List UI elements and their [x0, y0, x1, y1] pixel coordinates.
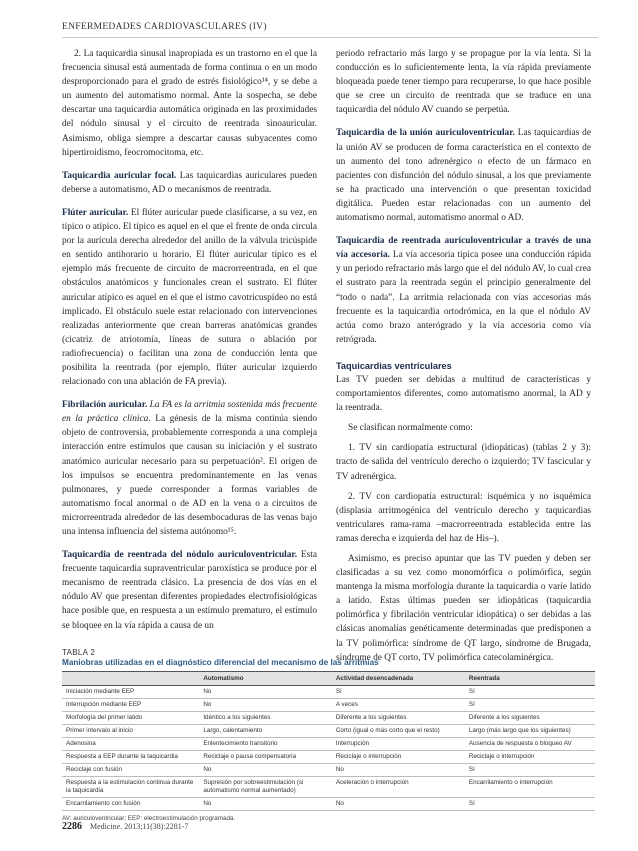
- table-row: [62, 712, 595, 725]
- page-number: 2286: [62, 821, 82, 832]
- table-cell: Enlentecimiento transitorio: [199, 738, 332, 751]
- table-cell: Aceleración o interrupción: [332, 777, 465, 798]
- table-cell: No: [199, 798, 332, 811]
- table-cell: Largo (más largo que los siguientes): [465, 725, 595, 738]
- column-header: [62, 672, 199, 686]
- left-column: [62, 47, 317, 639]
- paragraph-vt-structural: 2. TV con cardiopatía estructural: isquémica y no isquémica (displasia arritmogénica del ventrículo derecho y taquicardias ventriculares rama-rama –macrorreentrada establecida entre las ramas derecha e izquierda del haz de His–).: [336, 491, 591, 544]
- table-cell: Sí: [465, 699, 595, 712]
- table-row: [62, 686, 595, 699]
- paragraph-avnrt-continued: periodo refractario más largo y se propague por la vía lenta. Si la conducción es lo suficientemente lenta, la vía rápida previamente bloqueada puede tener tiempo para recuperarse, lo que hace posible que se cree un circuito de reentrada que se traduce en una taquicardia del nódulo AV cuando se perpetúa.: [336, 49, 591, 116]
- table-cell: A veces: [332, 699, 465, 712]
- table-cell: Respuesta a EEP durante la taquicardia: [62, 751, 199, 764]
- paragraph-vt-idiopathic: 1. TV sin cardiopatía estructural (idiopáticas) (tablas 2 y 3): tracto de salida del ventrículo derecho o izquierdo; TV fascicular y TV adrenérgica.: [336, 443, 591, 482]
- heading-ventricular-tachycardia: Taquicardias ventriculares: [336, 360, 452, 371]
- table-cell: Reciclaje o pausa compensatoria: [199, 751, 332, 764]
- paragraph-focal-atrial: Taquicardia auricular focal. Las taquicardias auriculares pueden deberse a automatismo, AD o mecanismos de reentrada.: [62, 170, 317, 195]
- table-cell: Reciclaje o interrupción: [332, 751, 465, 764]
- table-cell: No: [199, 699, 332, 712]
- column-header: Automatismo: [199, 672, 332, 686]
- table-cell: Sí: [465, 764, 595, 777]
- running-header: [62, 22, 598, 38]
- table-cell: Sí: [465, 686, 595, 699]
- heading-atrial-flutter: Flúter auricular.: [62, 207, 129, 218]
- column-header: Reentrada: [465, 672, 595, 686]
- table-cell: Respuesta a la estimulación continua durante la taquicardia: [62, 777, 199, 798]
- table-caption: Maniobras utilizadas en el diagnóstico diferencial del mecanismo de las arritmias: [62, 658, 379, 667]
- column-header: Actividad desencadenada: [332, 672, 465, 686]
- paragraph-atrial-flutter: Flúter auricular. El flúter auricular puede clasificarse, a su vez, en típico o atípico. El típico es aquel en el que el frente de onda circula por la aurícula derecha alrededor del anillo de la válvula tricúspide en sentido antihorario u horario. El flúter auricular típico es el ejemplo más frecuente de circuito de macrorreentrada, en el que obstáculos anatómicos y funcionales crean el sustrato. El flúter auricular atípico es aquel en el que el istmo cavotricuspídeo no está implicado. El obstáculo suele estar relacionado con intervenciones realizadas anteriormente que crean barreras anatómicas grandes (cicatriz de atriotomía, líneas de sutura o ablación por radiofrecuencia) o facilitan una zona de conducción lenta que posibilita la reentrada (por ejemplo, flúter auricular izquierdo relacionado con una ablación de FA previa).: [62, 207, 317, 388]
- table-cell: Supresión por sobreestimulación (si automatismo normal aumentado): [199, 777, 332, 798]
- table-cell: Reciclaje o interrupción: [465, 751, 595, 764]
- heading-atrial-fibrillation: Fibrilación auricular.: [62, 400, 148, 411]
- paragraph-avnrt: Taquicardia de reentrada del nódulo auriculoventricular. Esta frecuente taquicardia supraventricular paroxística se produce por el mecanismo de reentrada clásico. La presencia de dos vías en el nódulo AV que presentan diferentes propiedades electrofisiológicas hace posible que, en respuesta a un estímulo prematuro, el estímulo se bloquee en la vía rápida a causa de un: [62, 550, 317, 631]
- table-cell: Sí: [465, 798, 595, 811]
- table-cell: Diferente a los siguientes: [332, 712, 465, 725]
- table-row: [62, 738, 595, 751]
- table-cell: Morfología del primer latido: [62, 712, 199, 725]
- journal-citation: Medicine. 2013;11(38):2281-7: [90, 822, 189, 831]
- heading-accessory-pathway: Taquicardia de reentrada auriculoventricular a través de una vía accesoria.: [336, 236, 591, 261]
- heading-avnrt: Taquicardia de reentrada del nódulo auriculoventricular.: [62, 550, 298, 561]
- table-row: [62, 777, 595, 798]
- paragraph-atrial-fibrillation: Fibrilación auricular. La FA es la arritmia sostenida más frecuente en la práctica clínica. La génesis de la misma continúa siendo objeto de controversia, probablemente corresponda a una compleja interacción entre estímulos que causan su iniciación y el sustrato anatómico auricular necesario para su perpetuación². El origen de los impulsos se encuentra predominantemente en las venas pulmonares, y puede corresponder a formas variables de automatismo focal anormal o de AD en la vena o a circuitos de microrreentrada alrededor de las desembocaduras de las venas bajo una intensa influencia del sistema autónomo¹⁵.: [62, 400, 317, 537]
- table-label: TABLA 2: [62, 648, 96, 657]
- running-header-title: ENFERMEDADES CARDIOVASCULARES (IV): [62, 22, 267, 32]
- table-cell: Largo, calentamiento: [199, 725, 332, 738]
- table-header-row: [62, 672, 595, 686]
- table-row: [62, 798, 595, 811]
- right-column: [336, 47, 591, 671]
- table-cell: Idéntico a los siguientes: [199, 712, 332, 725]
- table-footnote: AV: auriculoventricular; EEP: electroestimulación programada.: [62, 815, 236, 822]
- paragraph-accessory-pathway: Taquicardia de reentrada auriculoventricular a través de una vía accesoria. La vía accesoria típica posee una conducción rápida y un periodo refractario más largo que el del nódulo AV, lo cual crea el sustrato para la reentrada según el principio generalmente del “todo o nada”. La arritmia relacionada con vías accesorias más frecuente es la taquicardia ortodrómica, en la que el nódulo AV actúa como brazo anterógrado y la vía accesoria como vía retrógrada.: [336, 236, 591, 345]
- table-cell: Encarrilamiento o interrupción: [465, 777, 595, 798]
- table-cell: Primer intervalo al inicio: [62, 725, 199, 738]
- table-cell: Corto (igual o más corto que el resto): [332, 725, 465, 738]
- paragraph-sinus-tachycardia: 2. La taquicardia sinusal inapropiada es un trastorno en el que la frecuencia sinusal está aumentada de forma continua o en un modo desproporcionado para el grado de estrés fisiológico¹⁴, y se debe a un aumento del automatismo normal. Ante la sospecha, se debe descartar una taquicardia automática originada en las proximidades del nódulo sinusal y el circuito de reentrada sinoauricular. Asimismo, obliga siempre a descartar causas subyacentes como hipertiroidismo, feocromocitoma, etc.: [62, 49, 317, 158]
- table-cell: Adenosina: [62, 738, 199, 751]
- table-cell: Reciclaje con fusión: [62, 764, 199, 777]
- table-cell: Sí: [332, 686, 465, 699]
- table-row: [62, 764, 595, 777]
- paragraph-vt-morphology: Asimismo, es preciso apuntar que las TV pueden y deben ser clasificadas a su vez como monomórfica o polimórfica, según mantenga la misma morfología durante la taquicardia o varíe latido a latido. Estas últimas pueden ser idiopáticas (taquicardia polimórfica y fibrilación ventricular idiopática) o ser debidas a las clásicas anomalías genéticamente determinadas que predisponen a la TV polimórfica: síndrome de QT largo, síndrome de Brugada, síndrome de QT corto, TV polimórfica catecolaminérgica.: [336, 554, 591, 663]
- heading-junctional: Taquicardia de la unión auriculoventricular.: [336, 128, 515, 139]
- heading-focal-atrial: Taquicardia auricular focal.: [62, 170, 177, 181]
- paragraph-vt-intro: Las TV pueden ser debidas a multitud de características y comportamientos diferentes, como automatismo anormal, la AD y la reentrada.: [336, 374, 591, 414]
- table-cell: Encarrilamiento con fusión: [62, 798, 199, 811]
- diagnostic-maneuvers-table: [62, 671, 595, 811]
- table-row: [62, 751, 595, 764]
- table-cell: Interrupción: [332, 738, 465, 751]
- table-cell: No: [332, 764, 465, 777]
- table-cell: Diferente a los siguientes: [465, 712, 595, 725]
- table-cell: Iniciación mediante EEP: [62, 686, 199, 699]
- paragraph-vt-classify: Se clasifican normalmente como:: [348, 423, 473, 434]
- table-cell: No: [199, 764, 332, 777]
- table-row: [62, 725, 595, 738]
- paragraph-junctional: Taquicardia de la unión auriculoventricular. Las taquicardias de la unión AV se producen de forma característica en el contexto de un aumento del tono adrenérgico o efecto de un fármaco en pacientes con disfunción del nódulo sinusal, a los que previamente se ha practicado una intervención o que presentan toxicidad digitálica. Pueden estar relacionadas con un aumento del automatismo normal, automatismo anormal o AD.: [336, 128, 591, 224]
- table-cell: Interrupción mediante EEP: [62, 699, 199, 712]
- table-row: [62, 699, 595, 712]
- table-cell: No: [199, 686, 332, 699]
- table-cell: Ausencia de respuesta o bloqueo AV: [465, 738, 595, 751]
- table-cell: No: [332, 798, 465, 811]
- page-footer: [62, 821, 188, 832]
- table-2: [62, 648, 595, 822]
